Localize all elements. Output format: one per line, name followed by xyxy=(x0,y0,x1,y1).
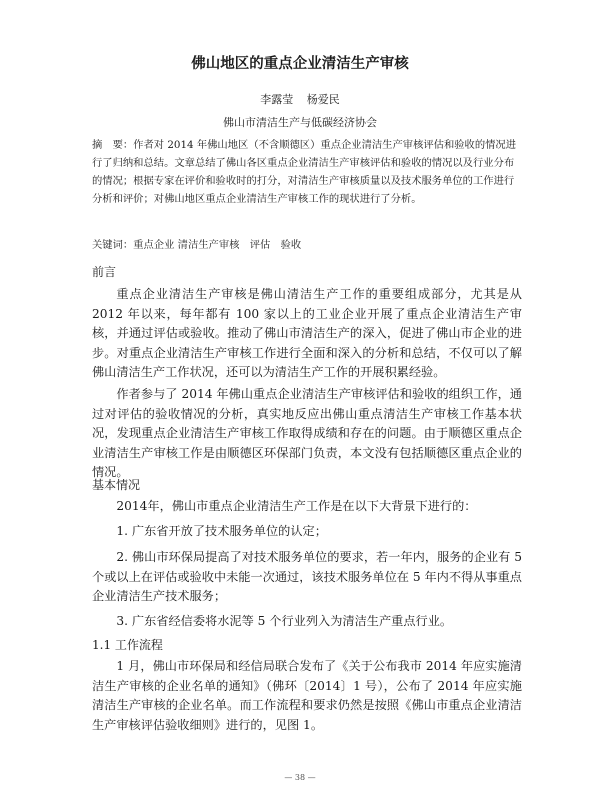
intro-paragraph-1: 重点企业清洁生产审核是佛山清洁生产工作的重要组成部分，尤其是从 2012 年以来，每年都有 100 家以上的工业企业开展了重点企业清洁生产审核，并通过评估或验收。推动了佛山市清洁生产的深入，促进了佛山市企业的进步。对重点企业清洁生产审核工作进行全面和深入的分析和总结，不仅可以了解佛山清洁生产工作状况，还可以为清洁生产工作的开展积累经验。 xyxy=(92,287,522,379)
intro-paragraph-2: 作者参与了 2014 年佛山重点企业清洁生产审核评估和验收的组织工作，通过对评估的验收情况的分析，真实地反应出佛山重点清洁生产审核工作基本状况，发现重点企业清洁生产审核工作取得成绩和存在的问题。由于顺德区重点企业清洁生产审核工作是由顺德区环保部门负责，本文没有包括顺德区重点企业的情况。 xyxy=(92,387,522,479)
page-number: — 38 — xyxy=(284,773,316,782)
workflow-paragraph: 1 月，佛山市环保局和经信局联合发布了《关于公布我市 2014 年应实施清洁生产审核的企业名单的通知》（佛环〔2014〕1 号），公布了 2014 年应实施清洁生产审核的企业名单。而工作流程和要求仍然是按照《佛山市重点企业清洁生产审核评估验收细则》进行的，见图 1。 xyxy=(92,659,522,732)
section-heading-intro: 前言 xyxy=(92,265,117,279)
list-item: 1. 广东省开放了技术服务单位的认定； xyxy=(116,524,327,538)
affiliation: 佛山市清洁生产与低碳经济协会 xyxy=(223,116,377,129)
keywords: 关键词：重点企业 清洁生产审核 评估 验收 xyxy=(92,239,302,251)
abstract: 摘 要：作者对 2014 年佛山地区（不含顺德区）重点企业清洁生产审核评估和验收的情况进行了归纳和总结。文章总结了佛山各区重点企业清洁生产审核评估和验收的情况以及行业分布的情况；根据专家在评价和验收时的打分，对清洁生产审核质量以及技术服务单位的工作进行分析和评价；对佛山地区重点企业清洁生产审核工作的现状进行了分析。 xyxy=(92,139,517,205)
paper-title: 佛山地区的重点企业清洁生产审核 xyxy=(191,55,409,72)
section-heading-basic: 基本情况 xyxy=(92,478,141,492)
list-item: 2. 佛山市环保局提高了对技术服务单位的要求，若一年内，服务的企业有 5 个或以上在评估或验收中未能一次通过，该技术服务单位在 5 年内不得从事重点企业清洁生产技术服务； xyxy=(92,550,522,603)
list-item: 3. 广东省经信委将水泥等 5 个行业列入为清洁生产重点行业。 xyxy=(116,614,453,628)
authors: 李露莹 杨爱民 xyxy=(260,93,340,106)
section-heading-workflow: 1.1 工作流程 xyxy=(92,638,163,652)
basic-paragraph: 2014年，佛山市重点企业清洁生产工作是在以下大背景下进行的： xyxy=(116,499,477,513)
